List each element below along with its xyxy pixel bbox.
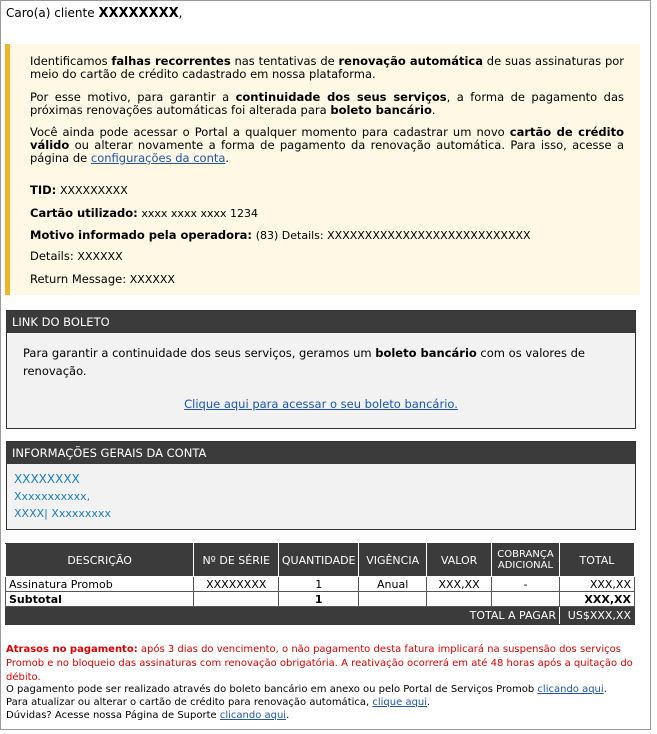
footer-line-3: Dúvidas? Acesse nossa Página de Suporte clicando aqui.	[6, 710, 290, 721]
update-card-link[interactable]: clique aqui	[372, 697, 428, 708]
account-settings-link[interactable]: configurações da conta	[90, 151, 226, 165]
details-row: Details: XXXXXX	[30, 249, 123, 263]
invoice-table	[5, 543, 635, 625]
card-row: Cartão utilizado: xxxx xxxx xxxx 1234	[30, 206, 258, 220]
warning-paragraph-2: Por esse motivo, para garantir a continuidade dos seus serviços, a forma de pagamento das próximas renovações automáticas foi alterada para boleto bancário.	[30, 90, 624, 117]
late-payment-notice: Atrasos no pagamento: após 3 dias do vencimento, o não pagamento desta fatura implicará na suspensão dos serviços Promob e no bloqueio das assinaturas com renovação obrigatória. A reativação ocorrerá em até 48 horas após a quitação do débito.	[6, 644, 633, 683]
footer-line-2: Para atualizar ou alterar o cartão de crédito para renovação automática, clique aqui.	[6, 697, 431, 708]
greeting-prefix: Caro(a) cliente	[6, 6, 99, 20]
col-value: VALOR	[427, 544, 492, 577]
portal-link[interactable]: clicando aqui	[537, 684, 604, 695]
greeting-suffix: ,	[178, 6, 183, 20]
total-value: US$XXX,XX	[559, 607, 634, 625]
footer-line-1: O pagamento pode ser realizado através do boleto bancário em anexo ou pelo Portal de Serviços Promob clicando aqui.	[6, 684, 607, 695]
greeting	[6, 6, 182, 21]
account-name: XXXXXXXX	[14, 472, 80, 486]
warning-box	[5, 44, 640, 295]
return-message-row: Return Message: XXXXXX	[30, 272, 175, 286]
total-label: TOTAL A PAGAR	[6, 607, 560, 625]
account-line-2: Xxxxxxxxxxx,	[14, 490, 91, 503]
customer-name: XXXXXXXX	[98, 6, 179, 21]
account-info-header: INFORMAÇÕES GERAIS DA CONTA	[7, 442, 635, 464]
col-additional-charge: COBRANÇA ADICIONAL	[492, 544, 560, 577]
support-link[interactable]: clicando aqui	[219, 710, 287, 721]
table-row: Assinatura Promob XXXXXXXX 1 Anual XXX,XX - XXX,XX	[6, 577, 635, 592]
col-total: TOTAL	[559, 544, 634, 577]
boleto-text: Para garantir a continuidade dos seus serviços, geramos um boleto bancário com os valores de renovação.	[23, 346, 585, 378]
warning-paragraph-1: Identificamos falhas recorrentes nas tentativas de renovação automática de suas assinaturas por meio do cartão de crédito cadastrado em nossa plataforma.	[30, 54, 625, 81]
subtotal-row: Subtotal 1 XXX,XX	[6, 592, 635, 607]
account-info-section	[6, 441, 636, 530]
boleto-section	[6, 310, 636, 429]
boleto-link[interactable]: Clique aqui para acessar o seu boleto bancário.	[184, 397, 458, 411]
col-quantity: QUANTIDADE	[279, 544, 359, 577]
footer	[6, 683, 636, 722]
col-validity: VIGÊNCIA	[359, 544, 427, 577]
reason-row: Motivo informado pela operadora: (83) Details: XXXXXXXXXXXXXXXXXXXXXXXXXXX	[30, 228, 531, 242]
table-header-row	[6, 544, 635, 577]
col-serial: Nº DE SÉRIE	[194, 544, 279, 577]
total-row	[6, 607, 635, 625]
warning-paragraph-3: Você ainda pode acessar o Portal a qualquer momento para cadastrar um novo cartão de crédito válido ou alterar novamente a forma de pagamento da renovação automática. Para isso, acesse a página de configurações da conta.	[30, 125, 624, 165]
tid-row: TID: XXXXXXXXX	[30, 183, 128, 197]
account-line-3: XXXX| Xxxxxxxxx	[14, 507, 111, 520]
boleto-header: LINK DO BOLETO	[7, 311, 635, 333]
col-description: DESCRIÇÃO	[6, 544, 194, 577]
